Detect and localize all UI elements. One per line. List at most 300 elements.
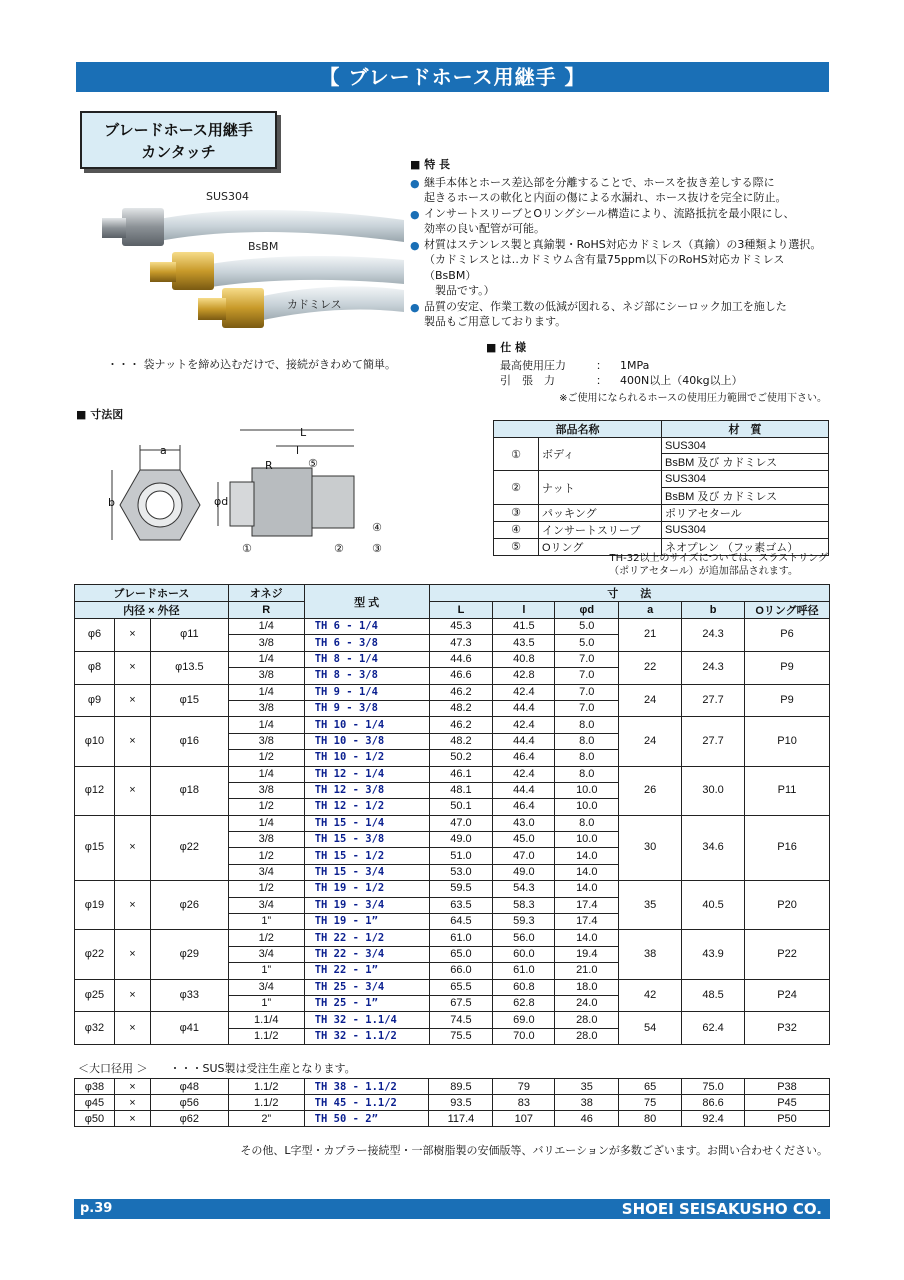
dim-a: 22 [619, 651, 682, 684]
oring-size: P45 [745, 1095, 830, 1111]
spec-value: 400N以上（40kg以上） [620, 373, 743, 387]
hose-times: × [114, 717, 150, 766]
model-code: TH 6 - 3/8 [304, 635, 429, 651]
header-hose: ブレードホース [75, 585, 229, 602]
dim-a: 24 [619, 717, 682, 766]
dim-l: 62.8 [493, 995, 555, 1011]
dim-a: 42 [619, 979, 682, 1012]
hose-times: × [114, 619, 150, 652]
part-name: ナット [539, 471, 662, 504]
dim-b: 86.6 [682, 1095, 745, 1111]
dim-b: 75.0 [682, 1079, 745, 1095]
dim-l: 46.4 [493, 799, 555, 815]
label-sus304: SUS304 [206, 190, 250, 203]
part-number: ② [494, 471, 539, 504]
dim-l: 44.4 [493, 782, 555, 798]
spec-row [486, 358, 831, 373]
bsbm-thread [150, 262, 176, 282]
dim-l: 42.8 [493, 668, 555, 684]
model-code: TH 19 - 1/2 [304, 881, 429, 897]
feature-item [410, 206, 830, 237]
dim-phid: 14.0 [555, 848, 619, 864]
feature-text-cont: 効率の良い配管が可能。 [424, 222, 545, 235]
dim-l: 60.0 [493, 946, 555, 962]
dim-a: 80 [619, 1111, 682, 1127]
model-code: TH 19 - 1” [304, 914, 429, 930]
oring-size: P16 [745, 815, 830, 881]
thread-size: 1/2 [228, 750, 304, 766]
thread-size: 1.1/4 [228, 1012, 304, 1028]
spec-note: ※ご使用になられるホースの使用圧力範囲でご使用下さい。 [559, 392, 827, 404]
parts-row [494, 521, 829, 538]
model-code: TH 6 - 1/4 [304, 619, 429, 635]
part-material: ネオプレン （フッ素ゴム） [662, 538, 829, 555]
hose-inner: φ38 [75, 1079, 115, 1095]
dim-phid: 14.0 [555, 864, 619, 880]
dim-phid: 18.0 [555, 979, 619, 995]
model-code: TH 45 - 1.1/2 [304, 1095, 429, 1111]
part-number: ④ [494, 521, 539, 538]
thread-size: 3/8 [228, 700, 304, 716]
dim-b: 43.9 [682, 930, 745, 979]
thread-size: 1/2 [228, 881, 304, 897]
photo-caption: ・・・ 袋ナットを締め込むだけで、接続がきわめて簡単。 [107, 358, 397, 371]
large-heading: ＜大口径用 ＞ ・・・SUS製は受注生産となります。 [78, 1062, 356, 1075]
dim-L: 65.5 [429, 979, 493, 995]
feature-text-cont: （カドミレスとは‥カドミウム含有量75ppm以下のRoHS対応カドミレス（BsBM） [424, 253, 785, 282]
header-model: 型 式 [304, 585, 429, 619]
oring-size: P24 [745, 979, 830, 1012]
page-title: 【 ブレードホース用継手 】 [76, 62, 829, 92]
model-code: TH 12 - 1/2 [304, 799, 429, 815]
table-row [75, 1079, 830, 1095]
feature-text: 継手本体とホース差込部を分離することで、ホースを抜き差しする際に [424, 175, 775, 189]
parts-row [494, 471, 829, 487]
thread-size: 3/4 [228, 897, 304, 913]
dim-a: 26 [619, 766, 682, 815]
dim-L: 47.3 [429, 635, 493, 651]
part-name: Oリング [539, 538, 662, 555]
dim-l: 42.4 [493, 684, 555, 700]
thread-size: 1” [228, 995, 304, 1011]
product-name-line2: カンタッチ [141, 143, 216, 161]
dim-a: 24 [619, 684, 682, 717]
dim-L: 46.2 [429, 717, 493, 733]
dim-L: 59.5 [429, 881, 493, 897]
label-bsbm: BsBM [248, 240, 279, 253]
features-heading: ■ 特 長 [410, 158, 451, 171]
dim-l: 47.0 [493, 848, 555, 864]
dim-phid: 14.0 [555, 930, 619, 946]
dim-l: 58.3 [493, 897, 555, 913]
dim-l: 49.0 [493, 864, 555, 880]
dim-L: 48.2 [429, 733, 493, 749]
label-circled-1: ① [242, 542, 252, 555]
hose-outer: φ16 [150, 717, 228, 766]
hose-inner: φ45 [75, 1095, 115, 1111]
table-row [75, 1012, 830, 1028]
thread-size: 1” [228, 914, 304, 930]
model-code: TH 8 - 3/8 [304, 668, 429, 684]
parts-header-row [494, 421, 829, 438]
hose-outer: φ33 [150, 979, 228, 1012]
dim-l: 54.3 [493, 881, 555, 897]
hose-outer: φ48 [150, 1079, 228, 1095]
part-material: ポリアセタール [662, 504, 829, 521]
hose-outer: φ62 [150, 1111, 228, 1127]
model-code: TH 9 - 3/8 [304, 700, 429, 716]
product-photo [84, 180, 404, 350]
table-header-row [75, 585, 830, 602]
model-code: TH 15 - 1/2 [304, 848, 429, 864]
label-l: l [296, 444, 300, 457]
dim-phid: 5.0 [555, 635, 619, 651]
model-code: TH 32 - 1.1/2 [304, 1028, 429, 1044]
part-name: パッキング [539, 504, 662, 521]
part-material: BsBM 及び カドミレス [662, 487, 829, 504]
dim-b: 24.3 [682, 651, 745, 684]
parts-row [494, 504, 829, 521]
model-code: TH 12 - 1/4 [304, 766, 429, 782]
hose-outer: φ11 [150, 619, 228, 652]
dim-a: 38 [619, 930, 682, 979]
dim-L: 74.5 [429, 1012, 493, 1028]
oring-size: P32 [745, 1012, 830, 1045]
bullet-icon: ● [410, 207, 420, 221]
dim-phid: 35 [555, 1079, 619, 1095]
table-row [75, 684, 830, 700]
model-code: TH 15 - 3/4 [304, 864, 429, 880]
dim-L: 46.6 [429, 668, 493, 684]
dim-L: 48.1 [429, 782, 493, 798]
oring-size: P9 [745, 651, 830, 684]
dim-L: 67.5 [429, 995, 493, 1011]
dim-L: 61.0 [429, 930, 493, 946]
part-number: ⑤ [494, 538, 539, 555]
company-name: SHOEI SEISAKUSHO CO. [621, 1200, 822, 1218]
parts-note-line2: （ポリアセタール）が追加部品されます。 [609, 566, 798, 577]
page-number: p.39 [80, 1201, 113, 1216]
dim-phid: 5.0 [555, 619, 619, 635]
spec-separator: ： [596, 358, 607, 372]
hose-times: × [114, 1111, 150, 1127]
thread-size: 3/8 [228, 733, 304, 749]
header-col: φd [555, 602, 619, 619]
dim-L: 49.0 [429, 832, 493, 848]
hose-times: × [114, 930, 150, 979]
dim-phid: 10.0 [555, 832, 619, 848]
dim-phid: 24.0 [555, 995, 619, 1011]
dimension-drawing [100, 420, 400, 560]
header-col: b [682, 602, 745, 619]
dim-l: 42.4 [493, 717, 555, 733]
feature-item [410, 175, 830, 206]
nut-side [312, 476, 354, 528]
table-row [75, 979, 830, 995]
dim-a: 54 [619, 1012, 682, 1045]
thread-size: 1/4 [228, 684, 304, 700]
dim-l: 70.0 [493, 1028, 555, 1044]
model-code: TH 10 - 3/8 [304, 733, 429, 749]
dim-b: 48.5 [682, 979, 745, 1012]
hose-inner: φ8 [75, 651, 115, 684]
thread-size: 3/4 [228, 979, 304, 995]
sus-thread [102, 218, 126, 238]
dim-phid: 17.4 [555, 897, 619, 913]
oring-size: P11 [745, 766, 830, 815]
spec-row [486, 373, 831, 388]
model-code: TH 15 - 1/4 [304, 815, 429, 831]
thread-size: 1/4 [228, 815, 304, 831]
dim-L: 89.5 [429, 1079, 493, 1095]
spec-label: 引 張 力 [500, 373, 555, 387]
model-code: TH 50 - 2” [304, 1111, 429, 1127]
label-circled-3: ③ [372, 542, 382, 555]
bullet-icon: ● [410, 176, 420, 190]
hose-inner: φ15 [75, 815, 115, 881]
dim-phid: 10.0 [555, 782, 619, 798]
feature-text-cont: 製品です。） [424, 284, 495, 297]
header-dims: 寸 法 [429, 585, 830, 602]
table-row [75, 1111, 830, 1127]
parts-header-name: 部品名称 [494, 421, 662, 438]
hose-times: × [114, 979, 150, 1012]
sus-fitting [122, 208, 164, 246]
thread-size: 1” [228, 963, 304, 979]
label-R: R [265, 459, 273, 472]
model-code: TH 9 - 1/4 [304, 684, 429, 700]
table-row [75, 881, 830, 897]
thread-size: 1/4 [228, 619, 304, 635]
table-row [75, 619, 830, 635]
spec-value: 1MPa [620, 358, 650, 372]
model-code: TH 22 - 3/4 [304, 946, 429, 962]
model-code: TH 32 - 1.1/4 [304, 1012, 429, 1028]
dim-L: 50.1 [429, 799, 493, 815]
thread-size: 1/2 [228, 799, 304, 815]
hose-outer: φ41 [150, 1012, 228, 1045]
dim-L: 44.6 [429, 651, 493, 667]
dim-l: 107 [493, 1111, 555, 1127]
part-name: ボディ [539, 438, 662, 471]
dim-l: 45.0 [493, 832, 555, 848]
table-row [75, 815, 830, 831]
thread-size: 1/4 [228, 717, 304, 733]
parts-note-line1: TH-32以上のサイズについては、スラストリング [609, 553, 828, 564]
header-col: Oリング呼径 [745, 602, 830, 619]
dim-l: 56.0 [493, 930, 555, 946]
thread-size: 1/4 [228, 651, 304, 667]
model-code: TH 19 - 3/4 [304, 897, 429, 913]
hose-outer: φ18 [150, 766, 228, 815]
dim-phid: 7.0 [555, 651, 619, 667]
model-code: TH 15 - 3/8 [304, 832, 429, 848]
hose-times: × [114, 684, 150, 717]
header-col: a [619, 602, 682, 619]
thread-size: 1.1/2 [228, 1028, 304, 1044]
part-number: ③ [494, 504, 539, 521]
feature-item [410, 237, 830, 299]
model-code: TH 38 - 1.1/2 [304, 1079, 429, 1095]
dim-l: 43.0 [493, 815, 555, 831]
thread-size: 2” [228, 1111, 304, 1127]
oring-size: P20 [745, 881, 830, 930]
dim-L: 45.3 [429, 619, 493, 635]
hose-times: × [114, 766, 150, 815]
dim-phid: 8.0 [555, 717, 619, 733]
hose-times: × [114, 651, 150, 684]
dim-L: 47.0 [429, 815, 493, 831]
large-diameter-table [74, 1078, 830, 1127]
label-L: L [300, 426, 307, 439]
dim-phid: 8.0 [555, 733, 619, 749]
dim-a: 30 [619, 815, 682, 881]
hose-outer: φ26 [150, 881, 228, 930]
header-hose-sub: 内径 × 外径 [75, 602, 229, 619]
oring-size: P9 [745, 684, 830, 717]
dim-l: 40.8 [493, 651, 555, 667]
dim-l: 42.4 [493, 766, 555, 782]
spec-section [486, 340, 831, 404]
dim-a: 65 [619, 1079, 682, 1095]
hose-outer: φ29 [150, 930, 228, 979]
dim-l: 61.0 [493, 963, 555, 979]
bottom-note: その他、L字型・カプラー接続型・一部樹脂製の安価版等、バリエーションが多数ございます。お問い合わせください。 [240, 1144, 828, 1157]
dim-phid: 8.0 [555, 815, 619, 831]
table-row [75, 930, 830, 946]
thread-size: 1/2 [228, 848, 304, 864]
header-col: L [429, 602, 493, 619]
bullet-icon: ● [410, 300, 420, 314]
model-code: TH 22 - 1” [304, 963, 429, 979]
product-name-box [80, 111, 277, 169]
thread-size: 3/4 [228, 864, 304, 880]
part-material: SUS304 [662, 438, 829, 454]
feature-text: 材質はステンレス製と真鍮製・RoHS対応カドミレス（真鍮）の3種類より選択。 [424, 237, 822, 251]
dim-phid: 28.0 [555, 1028, 619, 1044]
dim-phid: 21.0 [555, 963, 619, 979]
dim-L: 65.0 [429, 946, 493, 962]
part-material: SUS304 [662, 471, 829, 487]
dim-L: 51.0 [429, 848, 493, 864]
model-code: TH 10 - 1/2 [304, 750, 429, 766]
dim-phid: 19.4 [555, 946, 619, 962]
spec-label: 最高使用圧力 [500, 358, 566, 372]
thread-size: 3/8 [228, 635, 304, 651]
parts-note [560, 552, 828, 578]
dim-phid: 7.0 [555, 668, 619, 684]
oring-size: P50 [745, 1111, 830, 1127]
dim-b: 92.4 [682, 1111, 745, 1127]
parts-table [493, 420, 829, 556]
dim-l: 83 [493, 1095, 555, 1111]
model-code: TH 25 - 3/4 [304, 979, 429, 995]
hose-inner: φ12 [75, 766, 115, 815]
dim-b: 34.6 [682, 815, 745, 881]
thread-size: 1.1/2 [228, 1095, 304, 1111]
hose-inner: φ19 [75, 881, 115, 930]
dim-L: 63.5 [429, 897, 493, 913]
thread-size: 1/4 [228, 766, 304, 782]
feature-text-cont: 起きるホースの軟化と内面の傷による水漏れ、ホース抜けを完全に防止。 [424, 191, 787, 204]
label-cadmiless: カドミレス [287, 298, 342, 311]
features-section [410, 157, 830, 330]
bullet-icon: ● [410, 238, 420, 252]
thread-size: 3/4 [228, 946, 304, 962]
label-phid: φd [214, 495, 229, 508]
thread-size: 3/8 [228, 832, 304, 848]
dim-L: 117.4 [429, 1111, 493, 1127]
dim-l: 43.5 [493, 635, 555, 651]
label-circled-5: ⑤ [308, 457, 318, 470]
dim-phid: 7.0 [555, 700, 619, 716]
hose-inner: φ6 [75, 619, 115, 652]
hose-times: × [114, 1012, 150, 1045]
spec-heading: ■ 仕 様 [486, 341, 527, 354]
feature-text: インサートスリーブとOリングシール構造により、流路抵抗を最小限にし、 [424, 206, 795, 220]
table-row [75, 717, 830, 733]
part-material: SUS304 [662, 521, 829, 538]
dim-phid: 10.0 [555, 799, 619, 815]
dim-L: 53.0 [429, 864, 493, 880]
model-code: TH 25 - 1” [304, 995, 429, 1011]
dim-l: 59.3 [493, 914, 555, 930]
dim-a: 21 [619, 619, 682, 652]
dim-phid: 8.0 [555, 750, 619, 766]
oring-size: P10 [745, 717, 830, 766]
hose-times: × [114, 815, 150, 881]
hose-inner: φ50 [75, 1111, 115, 1127]
dim-L: 48.2 [429, 700, 493, 716]
dim-l: 79 [493, 1079, 555, 1095]
header-col: l [493, 602, 555, 619]
label-circled-2: ② [334, 542, 344, 555]
cadmiless-thread [198, 298, 226, 320]
dim-b: 27.7 [682, 717, 745, 766]
cadmiless-fitting [222, 288, 264, 328]
table-row [75, 651, 830, 667]
dim-phid: 28.0 [555, 1012, 619, 1028]
parts-row [494, 438, 829, 454]
product-name-line1: ブレードホース用継手 [104, 121, 253, 139]
hose-times: × [114, 881, 150, 930]
dim-phid: 46 [555, 1111, 619, 1127]
hose-outer: φ15 [150, 684, 228, 717]
hose-top [154, 210, 404, 242]
parts-header-material: 材 質 [662, 421, 829, 438]
table-row [75, 1095, 830, 1111]
header-thread: オネジ [228, 585, 304, 602]
feature-text-cont: 製品もご用意しております。 [424, 315, 567, 328]
dim-b: 40.5 [682, 881, 745, 930]
model-code: TH 8 - 1/4 [304, 651, 429, 667]
hose-outer: φ56 [150, 1095, 228, 1111]
header-thread-sub: R [228, 602, 304, 619]
dim-l: 44.4 [493, 700, 555, 716]
hose-times: × [114, 1079, 150, 1095]
label-circled-4: ④ [372, 521, 382, 534]
dim-phid: 8.0 [555, 766, 619, 782]
hose-times: × [114, 1095, 150, 1111]
dim-L: 64.5 [429, 914, 493, 930]
model-code: TH 22 - 1/2 [304, 930, 429, 946]
dim-phid: 14.0 [555, 881, 619, 897]
oring-size: P6 [745, 619, 830, 652]
dim-b: 24.3 [682, 619, 745, 652]
dim-L: 46.1 [429, 766, 493, 782]
thread-size: 1.1/2 [228, 1079, 304, 1095]
part-name: インサートスリーブ [539, 521, 662, 538]
